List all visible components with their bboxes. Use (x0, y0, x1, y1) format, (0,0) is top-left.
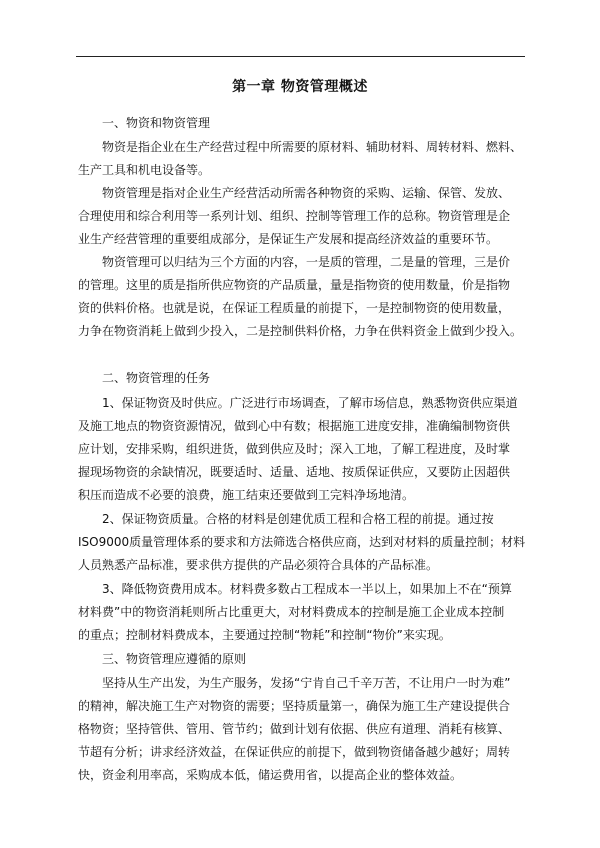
paragraph-line: 坚持从生产出发，为生产服务，发扬“宁肯自己千辛万苦，不让用户一时为难” (102, 676, 511, 690)
paragraph-line: 快，资金利用率高，采购成本低，储运费用省，以提高企业的整体效益。 (78, 768, 463, 782)
paragraph-line: 积压而造成不必要的浪费，施工结束还要做到工完料净场地清。 (78, 488, 415, 502)
paragraph-line: 力争在物资消耗上做到少投入，二是控制供料价格，力争在供料资金上做到少投入。 (78, 324, 523, 338)
chapter-title: 第一章 物资管理概述 (232, 79, 368, 95)
section-heading: 二、物资管理的任务 (102, 371, 211, 385)
paragraph-line: ISO9000质量管理体系的要求和方法筛选合格供应商，达到对材料的质量控制；材料 (78, 535, 526, 549)
paragraph-line: 的管理。这里的质是指所供应物资的产品质量，量是指物资的使用数量，价是指物 (78, 278, 511, 292)
paragraph-line: 物资管理可以归结为三个方面的内容，一是质的管理，二是量的管理，三是价 (102, 255, 511, 269)
paragraph-line: 握现场物资的余缺情况，既要适时、适量、适地、按质保证供应，又要防止因超供 (78, 465, 511, 479)
paragraph-line: 材料费”中的物资消耗则所占比重更大，对材料费成本的控制是施工企业成本控制 (78, 605, 505, 619)
paragraph-line: 的精神，解决施工生产对物资的需要；坚持质量第一，确保为施工生产建设提供合 (78, 699, 511, 713)
paragraph-line: 2、保证物资质量。合格的材料是创建优质工程和合格工程的前提。通过按 (102, 512, 494, 526)
section-heading: 一、物资和物资管理 (102, 116, 211, 130)
paragraph-line: 生产工具和机电设备等。 (78, 163, 211, 177)
paragraph-line: 的重点；控制材料费成本，主要通过控制“物耗”和控制“物价”来实现。 (78, 628, 451, 642)
paragraph-line: 1、保证物资及时供应。广泛进行市场调查，了解市场信息，熟悉物资供应渠道 (102, 396, 518, 410)
section-heading: 三、物资管理应遵循的原则 (102, 652, 247, 666)
paragraph-line: 3、降低物资费用成本。材料费多数占工程成本一半以上，如果加上不在“预算 (102, 582, 512, 596)
paragraph-line: 物资是指企业在生产经营过程中所需要的原材料、辅助材料、周转材料、燃料、 (102, 140, 523, 154)
paragraph-line: 应计划，安排采购，组织进货，做到供应及时；深入工地，了解工程进度，及时掌 (78, 442, 511, 456)
paragraph-line: 资的供料价格。也就是说，在保证工程质量的前提下，一是控制物资的使用数量， (78, 301, 511, 315)
header-rule (76, 56, 525, 57)
paragraph-line: 节超有分析；讲求经济效益，在保证供应的前提下，做到物资储备越少越好；周转 (78, 745, 511, 759)
paragraph-line: 及施工地点的物资资源情况，做到心中有数；根据施工进度安排，准确编制物资供 (78, 419, 511, 433)
paragraph-line: 业生产经营管理的重要组成部分，是保证生产发展和提高经济效益的重要环节。 (78, 232, 499, 246)
paragraph-line: 人员熟悉产品标准，要求供方提供的产品必须符合具体的产品标准。 (78, 558, 439, 572)
paragraph-line: 物资管理是指对企业生产经营活动所需各种物资的采购、运输、保管、发放、 (102, 186, 511, 200)
paragraph-line: 格物资；坚持管供、管用、管节约；做到计划有依据、供应有道理、消耗有核算、 (78, 722, 511, 736)
paragraph-line: 合理使用和综合利用等一系列计划、组织、控制等管理工作的总称。物资管理是企 (78, 209, 511, 223)
